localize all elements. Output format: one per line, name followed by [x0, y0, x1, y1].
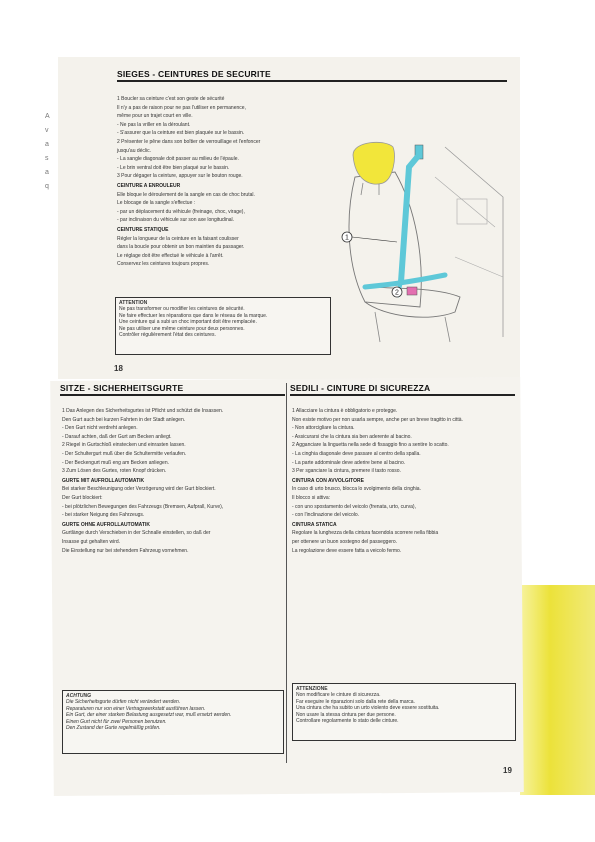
top-attention-box: ATTENTION Ne pas transformer ou modifier les ceintures de sécurité. Ne faire effectuer les réparations que dans le réseau de la marque. Une ceinture qui a subi un choc important doit être remplacée. Ne pas utiliser une même ceinture pour deux personnes. Contrôler régulièrement l'état des ceintures.	[115, 297, 331, 355]
left-page-header: SITZE - SICHERHEITSGURTE	[60, 383, 285, 396]
page-edge-marks: A v a s a q	[45, 113, 50, 190]
left-attention-box: ACHTUNG Die Sicherheitsgurte dürfen nicht verändert werden. Reparaturen nur von einer Vertragswerkstatt ausführen lassen. Ein Gurt, der einer starken Belastung ausgesetzt war, muß ersetzt werden. Einen Gurt nicht für zwei Personen benutzen. Den Zustand der Gurte regelmäßig prüfen.	[62, 690, 284, 754]
left-page-body: 1 Das Anlegen des Sicherheitsgurtes ist Pflicht und schützt die Insassen. Den Gurt auch bei kurzen Fahrten in der Stadt anlegen. - Den Gurt nicht verdreht anlegen. - Darauf achten, daß der Gurt am Becken anliegt. 2 Riegel in Gurtschloß einstecken und einrasten lassen. - Der Schultergurt muß über die Schultermitte verlaufen. - Der Beckengurt muß eng am Becken anliegen. 3 Zum Lösen des Gurtes, roten Knopf drücken. GURTE MIT AUFROLLAUTOMATIK Bei starker Beschleunigung oder Verzögerung wird der Gurt blockiert. Der Gurt blockiert: - bei plötzlichen Bewegungen des Fahrzeugs (Bremsen, Aufprall, Kurve), - bei starker Neigung des Fahrzeugs. GURTE OHNE AUFROLLAUTOMATIK Gurtlänge durch Verschieben in der Schnalle einstellen, so daß der Insasse gut gehalten wird. Die Einstellung nur bei stehendem Fahrzeug vornehmen.	[62, 408, 280, 556]
right-sub1-title: CINTURA CON AVVOLGITORE	[292, 477, 364, 484]
top-sub2-title: CEINTURE STATIQUE	[117, 226, 169, 233]
top-page-body: 1 Boucler sa ceinture c'est son geste de sécurité Il n'y a pas de raison pour ne pas l'utiliser en permanence, même pour un trajet court en ville. - Ne pas la vriller en la déroulant. - S'assurer que la ceinture est bien plaquée sur le bassin. 2 Présenter le pêne dans son boîtier de verrouillage et l'enfoncer jusqu'au déclic. - La sangle diagonale doit passer au milieu de l'épaule. - Le brin ventral doit être bien plaqué sur le bassin. 3 Pour dégager la ceinture, appuyer sur le bouton rouge. CEINTURE A ENROULEUR Elle bloque le déroulement de la sangle en cas de choc brutal. Le blocage de la sangle s'effectue : - par un déplacement du véhicule (freinage, choc, virage), - par inclinaison du véhicule sur son axe longitudinal. CEINTURE STATIQUE Régler la longueur de la ceinture en la faisant coulisser dans la boucle pour obtenir un bon maintien du passager. Le réglage doit être effectué le véhicule à l'arrêt. Conservez les ceintures toujours propres.	[117, 96, 329, 270]
callout-1: 1	[345, 234, 349, 242]
left-sub1-title: GURTE MIT AUFROLLAUTOMATIK	[62, 477, 145, 484]
seat-belt-illustration	[335, 137, 505, 347]
page-gutter	[286, 383, 287, 763]
page-number-19: 19	[503, 766, 512, 775]
lap-belt	[365, 275, 445, 287]
page-number-18: 18	[114, 364, 123, 373]
right-page-body: 1 Allacciare la cintura è obbligatorio e protegge. Non esiste motivo per non usarla sempre, anche per un breve tragitto in città. - Non attorcigliare la cintura. - Assicurarsi che la cintura sia ben aderente al bacino. 2 Agganciare la linguetta nella sede di fissaggio fino a sentire lo scatto. - La cinghia diagonale deve passare al centro della spalla. - La parte addominale deve aderire bene al bacino. 3 Per sganciare la cintura, premere il tasto rosso. CINTURA CON AVVOLGITORE In caso di urto brusco, blocca lo svolgimento della cinghia. Il blocco si attiva: - con uno spostamento del veicolo (frenata, urto, curva), - con l'inclinazione del veicolo. CINTURA STATICA Regolare la lunghezza della cintura facendola scorrere nella fibbia per ottenere un buon sostegno del passeggero. La regolazione deve essere fatta a veicolo fermo.	[292, 408, 512, 556]
yellow-page-tab	[520, 585, 595, 795]
left-sub2-title: GURTE OHNE AUFROLLAUTOMATIK	[62, 521, 150, 528]
top-page-header: SIEGES - CEINTURES DE SECURITE	[117, 69, 507, 82]
top-sub1-title: CEINTURE A ENROULEUR	[117, 182, 181, 189]
diagonal-belt	[401, 155, 419, 282]
headrest-shape	[353, 142, 395, 184]
buckle	[407, 287, 417, 295]
right-sub2-title: CINTURA STATICA	[292, 521, 337, 528]
right-attention-box: ATTENZIONE Non modificare le cinture di sicurezza. Far eseguire le riparazioni solo dalla rete della marca. Una cintura che ha subito un urto violento deve essere sostituita. Non usare la stessa cintura per due persone. Controllare regolarmente lo stato delle cinture.	[292, 683, 516, 741]
callout-2: 2	[395, 289, 399, 297]
right-page-header: SEDILI - CINTURE DI SICUREZZA	[290, 383, 515, 396]
